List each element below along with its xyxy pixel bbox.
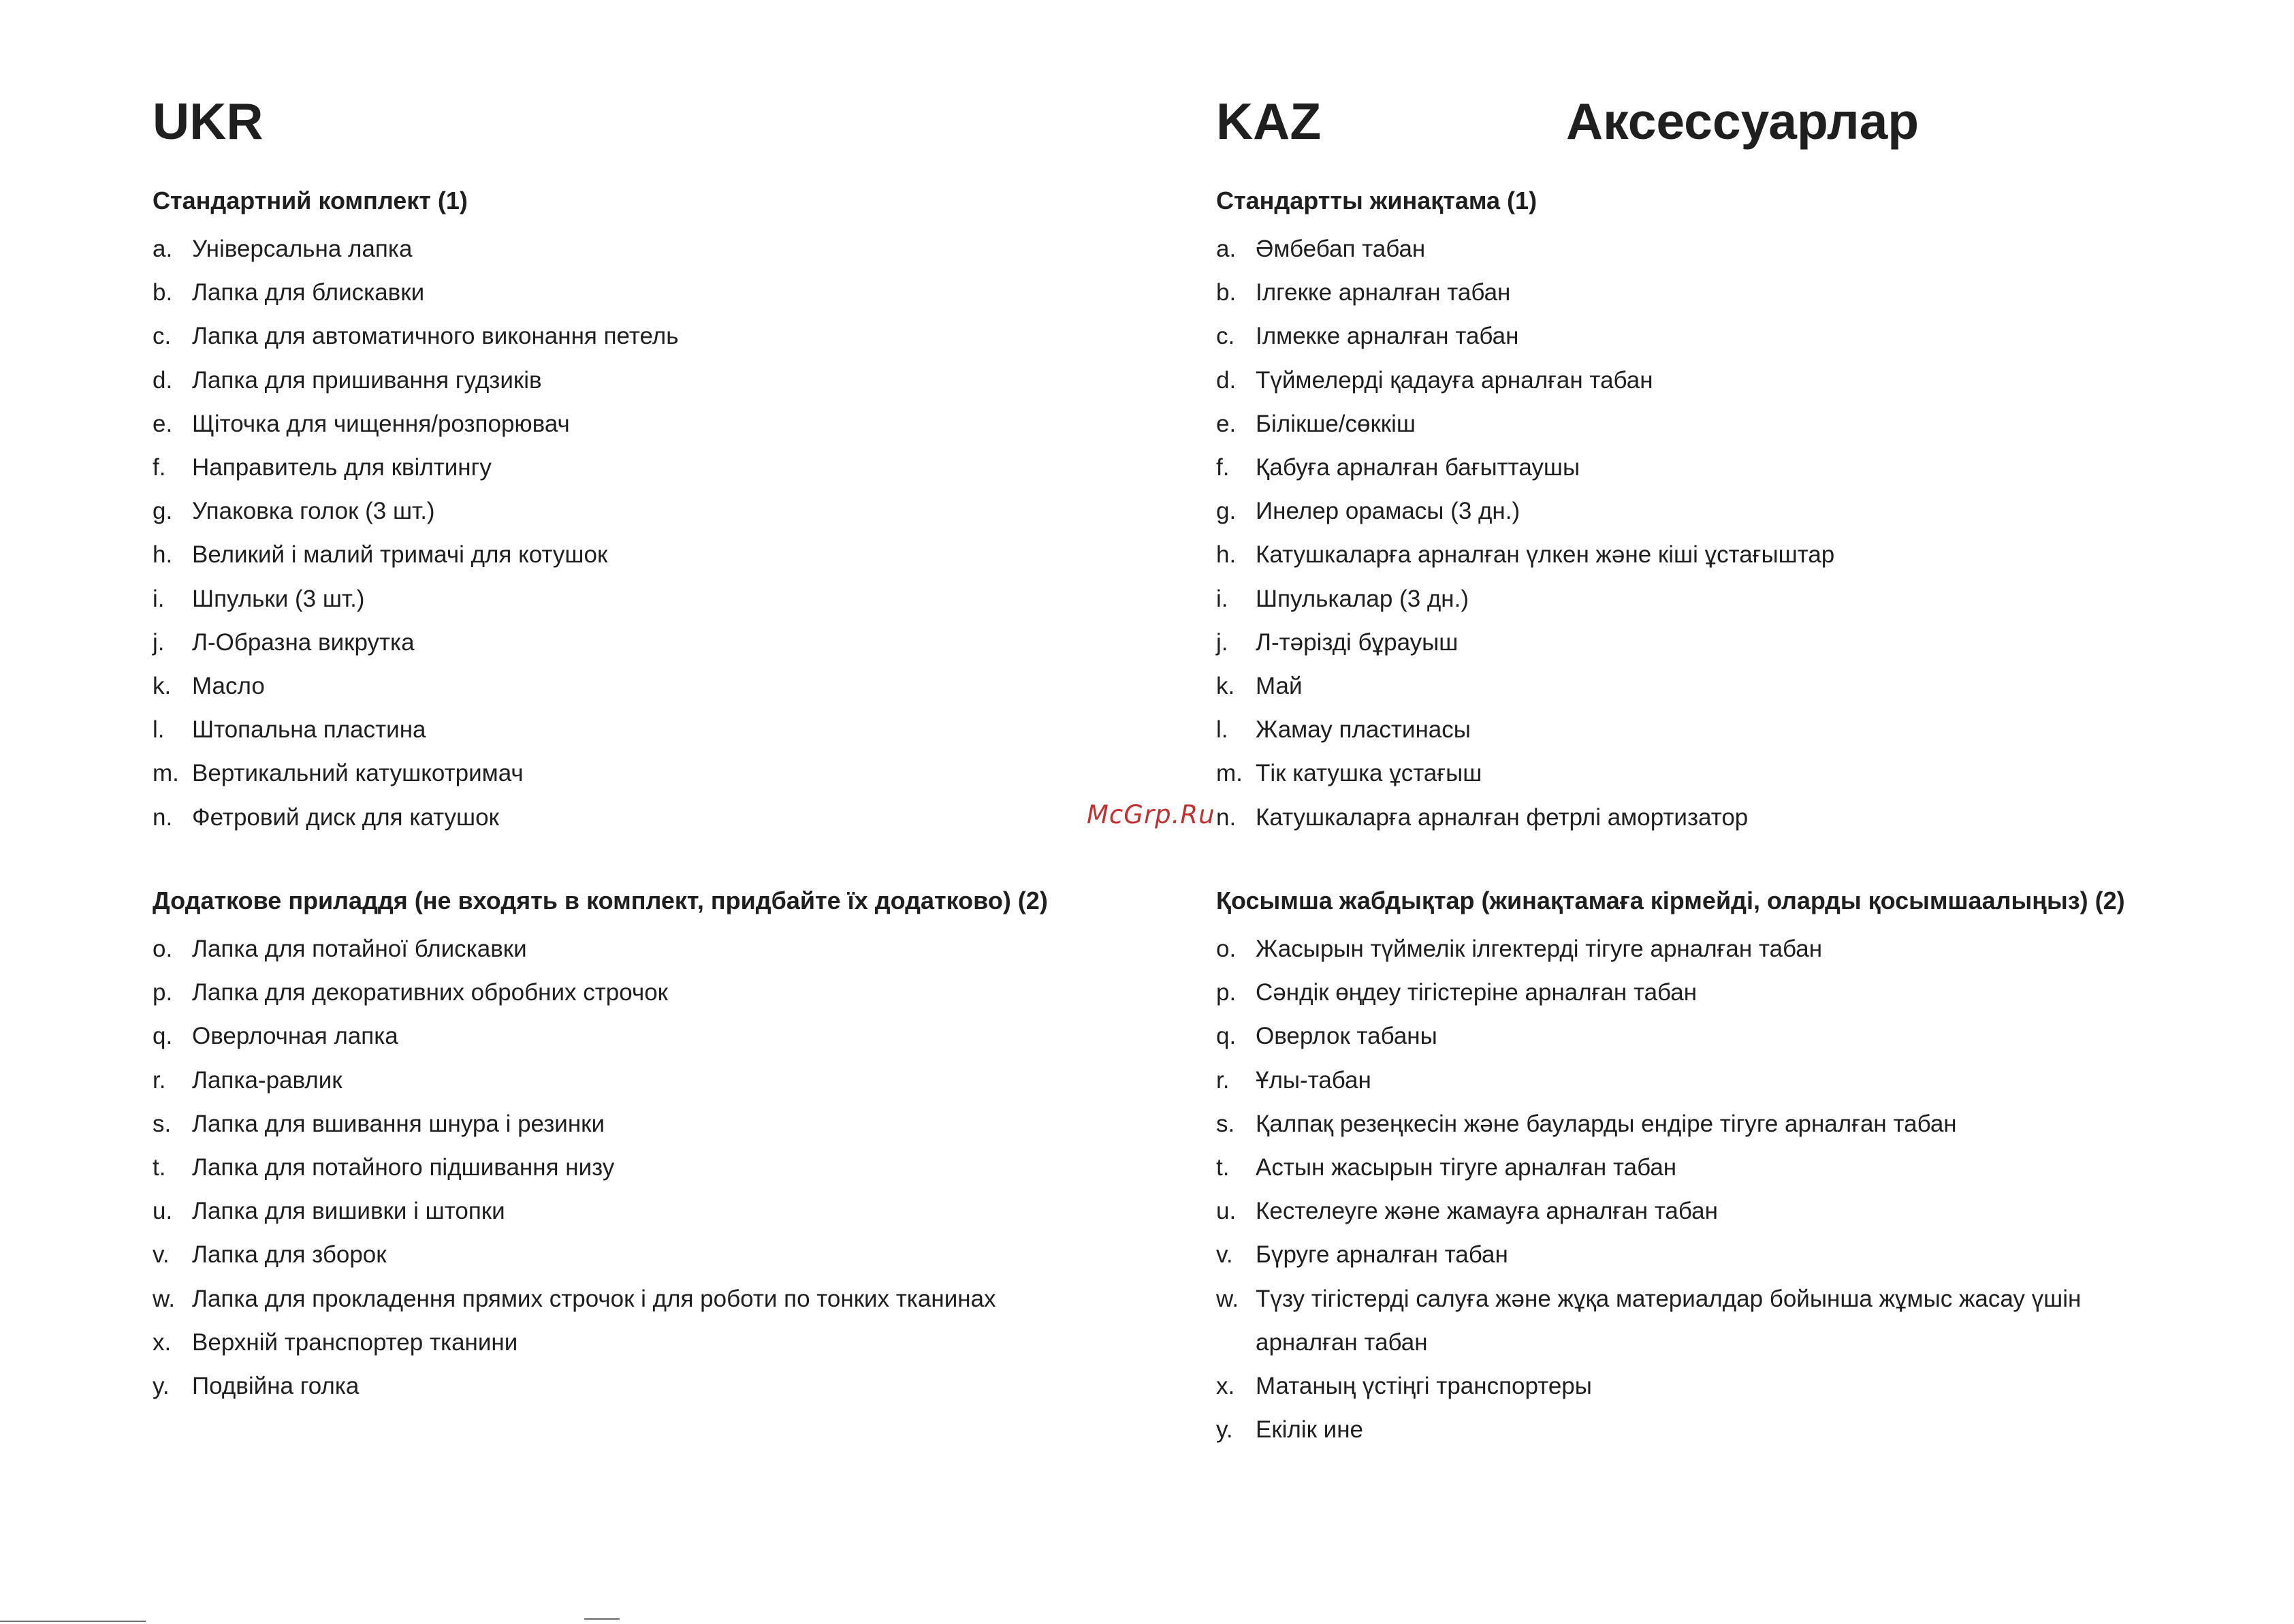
list-item-text: Лапка для блискавки	[192, 279, 425, 306]
kaz-optional-heading: Қосымша жабдықтар (жинақтамаға кірмейді, оларды қосымшаалыңыз) (2)	[1216, 887, 2125, 914]
list-item-text: Верхній транспортер тканини	[192, 1328, 518, 1356]
kaz-optional-section	[1216, 884, 2278, 1452]
list-item	[153, 1277, 1160, 1321]
list-item	[1216, 971, 2278, 1015]
list-item	[153, 359, 1160, 402]
list-item-marker: w.	[153, 1285, 176, 1312]
list-item	[153, 315, 1160, 358]
list-item-text: Білікше/сөккіш	[1256, 410, 1416, 437]
list-item	[153, 1365, 1160, 1408]
list-item-marker: h.	[1216, 541, 1237, 569]
ukr-optional-section	[153, 884, 1160, 1408]
list-item-text: Ілгекке арналған табан	[1256, 279, 1511, 306]
list-item-text: Тік катушка ұстағыш	[1256, 760, 1482, 787]
list-item-marker: f.	[153, 454, 166, 481]
list-item	[1216, 577, 2278, 621]
list-item-marker: y.	[153, 1373, 170, 1400]
list-item-text: Щіточка для чищення/розпорювач	[192, 410, 570, 437]
list-item	[153, 271, 1160, 315]
list-item-marker: c.	[1216, 323, 1235, 350]
list-item-marker: b.	[153, 279, 173, 306]
kaz-language-code: KAZ	[1216, 93, 1322, 150]
list-item-text: Шпулькалар (3 дн.)	[1256, 585, 1469, 612]
list-item-text: Оверлок табаны	[1256, 1023, 1437, 1050]
list-item-text: Әмбебап табан	[1256, 236, 1426, 262]
list-item	[1216, 927, 2278, 971]
list-item-text: Упаковка голок (3 шт.)	[192, 498, 435, 525]
list-item-text: Жасырын түймелік ілгектерді тігуге арналған табан	[1256, 936, 1823, 962]
list-item-text: Універсальна лапка	[192, 236, 413, 262]
list-item	[1216, 490, 2278, 533]
list-item-text: Направитель для квілтингу	[192, 454, 492, 481]
list-item-marker: j.	[153, 628, 165, 656]
list-item	[1216, 1233, 2278, 1277]
list-item-marker: h.	[153, 541, 173, 569]
kaz-standard-list	[1216, 227, 2278, 840]
list-item-text: Лапка для автоматичного виконання петель	[192, 323, 679, 350]
list-item-marker: q.	[1216, 1023, 1237, 1050]
list-item-text: Кестелеуге және жамауға арналған табан	[1256, 1198, 1718, 1225]
list-item-marker: l.	[1216, 716, 1228, 744]
list-item-marker: m.	[153, 760, 179, 787]
list-item	[1216, 1190, 2278, 1233]
list-item-text: Лапка для прокладення прямих строчок і для роботи по тонких тканинах	[192, 1285, 996, 1312]
list-item-text: Оверлочная лапка	[192, 1023, 398, 1050]
list-item-marker: d.	[153, 366, 173, 394]
list-item-marker: i.	[1216, 585, 1228, 612]
list-item	[1216, 1277, 2278, 1365]
list-item-text: Түймелерді қадауға арналған табан	[1256, 366, 1653, 394]
list-item-marker: y.	[1216, 1416, 1233, 1444]
list-item-text: Катушкаларға арналған үлкен және кіші ұстағыштар	[1256, 541, 1835, 569]
watermark: McGrp.Ru	[1087, 800, 1215, 829]
list-item-text: Матаның үстіңгі транспортеры	[1256, 1373, 1592, 1400]
list-item-marker: j.	[1216, 628, 1228, 656]
list-item-text: Подвійна голка	[192, 1373, 360, 1400]
list-item	[153, 971, 1160, 1015]
list-item	[1216, 227, 2278, 271]
list-item-marker: d.	[1216, 366, 1237, 394]
list-item-text: Май	[1256, 673, 1303, 700]
list-item-marker: w.	[1216, 1285, 1239, 1312]
list-item-marker: o.	[1216, 936, 1237, 962]
list-item-text: Сәндік өңдеу тігістеріне арналған табан	[1256, 979, 1698, 1006]
list-item-marker: b.	[1216, 279, 1237, 306]
list-item-marker: n.	[153, 803, 173, 831]
list-item-marker: u.	[153, 1198, 173, 1225]
list-item	[153, 665, 1160, 708]
list-item-marker: o.	[153, 936, 173, 962]
list-item-marker: m.	[1216, 760, 1243, 787]
ukr-language-code: UKR	[153, 93, 264, 150]
list-item-marker: r.	[153, 1066, 166, 1094]
list-item	[153, 1102, 1160, 1146]
kaz-standard-section	[1216, 184, 2278, 840]
list-item-text: Л-тәрізді бұрауыш	[1256, 628, 1459, 656]
list-item-text: Екілік ине	[1256, 1416, 1364, 1444]
list-item-marker: a.	[1216, 236, 1237, 262]
list-item-text: Ұлы-табан	[1256, 1066, 1371, 1094]
footer-mark	[584, 1618, 620, 1620]
list-item-marker: n.	[1216, 803, 1237, 831]
list-item	[153, 752, 1160, 795]
list-item	[1216, 271, 2278, 315]
list-item-text: Жамау пластинасы	[1256, 716, 1471, 744]
list-item-text: Лапка для потайного підшивання низу	[192, 1154, 615, 1181]
list-item	[1216, 446, 2278, 490]
list-item	[153, 1190, 1160, 1233]
list-item	[1216, 1146, 2278, 1190]
list-item-text: Вертикальний катушкотримач	[192, 760, 524, 787]
list-item-marker: v.	[1216, 1241, 1233, 1269]
kaz-standard-heading: Стандартты жинақтама (1)	[1216, 187, 1538, 214]
list-item	[1216, 533, 2278, 577]
list-item-marker: e.	[1216, 410, 1237, 437]
list-item-text: Штопальна пластина	[192, 716, 426, 744]
list-item-text: Великий і малий тримачі для котушок	[192, 541, 608, 569]
list-item-marker: p.	[1216, 979, 1237, 1006]
list-item	[1216, 402, 2278, 446]
list-item	[153, 533, 1160, 577]
list-item	[153, 490, 1160, 533]
list-item-marker: l.	[153, 716, 165, 744]
list-item-text: Лапка для декоративних обробних строчок	[192, 979, 668, 1006]
list-item-marker: v.	[153, 1241, 170, 1269]
list-item-marker: c.	[153, 323, 172, 350]
list-item-marker: t.	[1216, 1154, 1230, 1181]
list-item	[153, 621, 1160, 665]
list-item-text: Лапка для зборок	[192, 1241, 387, 1269]
list-item-text: Инелер орамасы (3 дн.)	[1256, 498, 1520, 525]
list-item-text: Лапка для вишивки і штопки	[192, 1198, 505, 1225]
list-item-marker: k.	[153, 673, 172, 700]
list-item	[153, 927, 1160, 971]
list-item	[153, 227, 1160, 271]
list-item-marker: a.	[153, 236, 173, 262]
list-item-text: Қалпақ резеңкесін және бауларды ендіре тігуге арналған табан	[1256, 1110, 1957, 1137]
list-item	[153, 796, 1160, 840]
list-item-text: Лапка для потайної блискавки	[192, 936, 527, 962]
ukr-standard-section	[153, 184, 1160, 840]
list-item-marker: x.	[153, 1328, 172, 1356]
footer-rule	[0, 1621, 146, 1622]
list-item-text: Шпульки (3 шт.)	[192, 585, 365, 612]
list-item	[1216, 621, 2278, 665]
list-item	[153, 446, 1160, 490]
list-item	[1216, 1408, 2278, 1452]
list-item-marker: r.	[1216, 1066, 1230, 1094]
list-item	[1216, 315, 2278, 358]
list-item-marker: x.	[1216, 1373, 1235, 1400]
list-item-marker: s.	[1216, 1110, 1235, 1137]
list-item-marker: f.	[1216, 454, 1230, 481]
list-item-text: Бүруге арналған табан	[1256, 1241, 1508, 1269]
ukr-optional-heading: Додаткове приладдя (не входять в комплект, придбайте їх додатково) (2)	[153, 887, 1048, 914]
list-item-marker: e.	[153, 410, 173, 437]
list-item-marker: s.	[153, 1110, 172, 1137]
ukr-standard-list	[153, 227, 1160, 840]
ukr-optional-list	[153, 927, 1160, 1408]
list-item	[1216, 752, 2278, 795]
list-item	[153, 1233, 1160, 1277]
list-item-marker: g.	[153, 498, 173, 525]
page-title: Аксессуарлар	[1566, 93, 1919, 150]
list-item-marker: g.	[1216, 498, 1237, 525]
list-item-marker: k.	[1216, 673, 1235, 700]
list-item-text: Катушкаларға арналған фетрлі амортизатор	[1256, 803, 1749, 831]
list-item	[1216, 1059, 2278, 1102]
list-item-text: Астын жасырын тігуге арналған табан	[1256, 1154, 1677, 1181]
list-item	[1216, 665, 2278, 708]
list-item	[1216, 1102, 2278, 1146]
list-item	[1216, 359, 2278, 402]
list-item-text: Лапка для вшивання шнура і резинки	[192, 1110, 605, 1137]
list-item	[153, 1146, 1160, 1190]
list-item	[153, 1321, 1160, 1365]
list-item-marker: p.	[153, 979, 173, 1006]
list-item	[153, 1015, 1160, 1058]
list-item-text: Түзу тігістерді салуға және жұқа материалдар бойынша жұмыс жасау үшін арналған табан	[1256, 1285, 2082, 1356]
ukr-standard-heading: Стандартний комплект (1)	[153, 187, 468, 214]
list-item-text: Фетровий диск для катушок	[192, 803, 499, 831]
list-item-text: Лапка для пришивання гудзиків	[192, 366, 542, 394]
list-item-text: Қабуға арналған бағыттаушы	[1256, 454, 1580, 481]
list-item-marker: u.	[1216, 1198, 1237, 1225]
list-item	[153, 402, 1160, 446]
list-item-marker: q.	[153, 1023, 173, 1050]
list-item-marker: i.	[153, 585, 165, 612]
list-item	[153, 708, 1160, 752]
list-item-text: Ілмекке арналған табан	[1256, 323, 1519, 350]
list-item	[1216, 708, 2278, 752]
list-item-marker: t.	[153, 1154, 166, 1181]
list-item	[1216, 796, 2278, 840]
list-item	[1216, 1365, 2278, 1408]
list-item	[153, 1059, 1160, 1102]
list-item-text: Лапка-равлик	[192, 1066, 342, 1094]
list-item-text: Масло	[192, 673, 265, 700]
list-item	[1216, 1015, 2278, 1058]
list-item	[153, 577, 1160, 621]
kaz-optional-list	[1216, 927, 2278, 1452]
list-item-text: Л-Образна викрутка	[192, 628, 415, 656]
